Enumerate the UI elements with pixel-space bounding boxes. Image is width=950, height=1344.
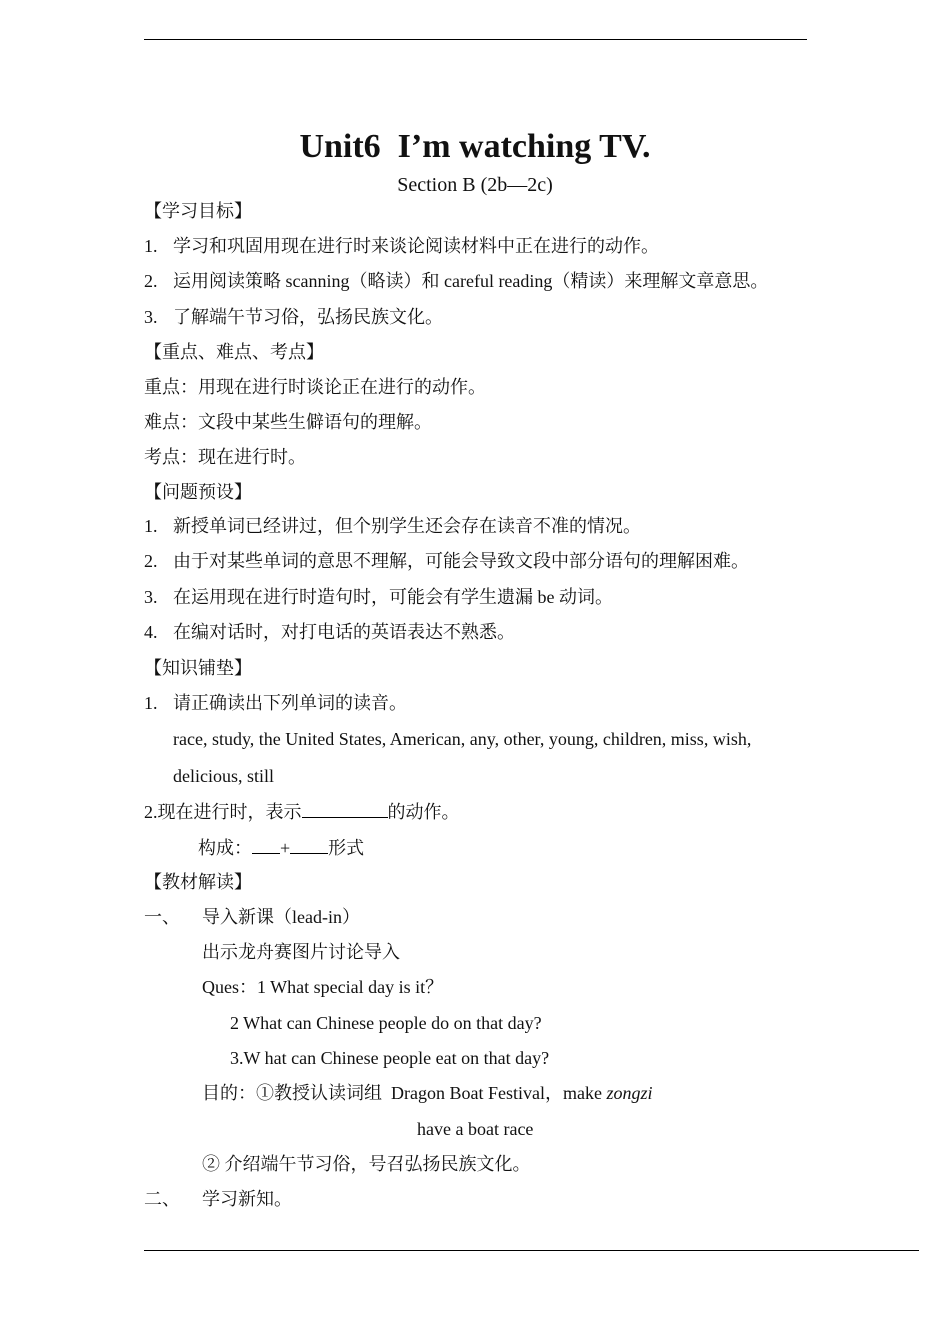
fill-blank[interactable] (252, 835, 280, 854)
problem-num: 3. (144, 587, 158, 607)
goal-text: 学习和巩固用现在进行时来谈论阅读材料中正在进行的动作。 (173, 236, 659, 256)
section-heading (144, 905, 360, 929)
purpose-line: ② 介绍端午节习俗，号召弘扬民族文化。 (202, 1154, 531, 1174)
section-num: 二、 (144, 1189, 180, 1209)
problem-num: 4. (144, 622, 158, 642)
textbook-heading: 【教材解读】 (144, 872, 252, 892)
word-list-line: delicious, still (173, 766, 274, 786)
plus-sign: + (280, 838, 291, 858)
goal-num: 2. (144, 271, 158, 291)
knowledge-item (144, 691, 407, 715)
fill-suffix: 的动作。 (387, 802, 460, 822)
problem-num: 2. (144, 551, 158, 571)
problem-text: 在运用现在进行时造句时，可能会有学生遗漏 be 动词。 (173, 587, 613, 607)
purpose-line (202, 1081, 652, 1105)
footer-rule (144, 1250, 919, 1251)
problem-item (144, 585, 613, 609)
section-title: 导入新课（lead-in） (202, 907, 360, 927)
problem-item (144, 549, 749, 573)
structure-label: 构成： (198, 838, 252, 858)
problems-heading: 【问题预设】 (144, 482, 252, 502)
problem-text: 新授单词已经讲过，但个别学生还会存在读音不准的情况。 (173, 516, 641, 536)
question-line (202, 975, 443, 999)
problem-text: 在编对话时，对打电话的英语表达不熟悉。 (173, 622, 515, 642)
keypoint-item: 考点：现在进行时。 (144, 447, 306, 467)
goal-text: 了解端午节习俗，弘扬民族文化。 (173, 307, 443, 327)
header-rule (144, 39, 807, 40)
keypoint-item: 难点：文段中某些生僻语句的理解。 (144, 412, 432, 432)
goals-heading: 【学习目标】 (144, 201, 252, 221)
fill-blank[interactable] (302, 799, 388, 818)
purpose-term: zongzi (606, 1083, 653, 1103)
knowledge-num: 1. (144, 693, 158, 713)
word-list-line: race, study, the United States, American, any, other, young, children, miss, wish, (173, 729, 752, 749)
structure-suffix: 形式 (328, 838, 365, 858)
section-intro: 出示龙舟赛图片讨论导入 (202, 942, 400, 962)
goal-item (144, 305, 443, 329)
keypoint-item: 重点：用现在进行时谈论正在进行的动作。 (144, 377, 486, 397)
page-subtitle: Section B (2b—2c) (397, 174, 553, 196)
knowledge-text: 请正确读出下列单词的读音。 (173, 693, 407, 713)
problem-text: 由于对某些单词的意思不理解，可能会导致文段中部分语句的理解困难。 (173, 551, 749, 571)
question-text: 3.W hat can Chinese people eat on that day? (230, 1048, 550, 1068)
problem-item (144, 514, 641, 538)
goal-num: 1. (144, 236, 158, 256)
structure-line (198, 835, 364, 860)
keypoints-heading: 【重点、难点、考点】 (144, 342, 324, 362)
goal-text: 运用阅读策略 scanning（略读）和 careful reading（精读）来理解文章意思。 (173, 271, 769, 291)
section-title: 学习新知。 (202, 1189, 292, 1209)
purpose-text: 目的：①教授认读词组 Dragon Boat Festival，make (202, 1083, 607, 1103)
problem-item (144, 620, 515, 644)
page-title: Unit6 I’m watching TV. (299, 128, 651, 165)
goal-num: 3. (144, 307, 158, 327)
goal-item (144, 234, 659, 258)
problem-num: 1. (144, 516, 158, 536)
question-text: 1 What special day is it？ (257, 977, 444, 997)
section-heading (144, 1187, 292, 1211)
knowledge-heading: 【知识铺垫】 (144, 658, 252, 678)
purpose-continuation: have a boat race (417, 1119, 534, 1139)
question-label: Ques： (202, 977, 257, 997)
fill-blank[interactable] (290, 835, 328, 854)
fill-prompt: 2.现在进行时，表示 (144, 802, 302, 822)
knowledge-item (144, 799, 460, 824)
question-text: 2 What can Chinese people do on that day? (230, 1013, 542, 1033)
goal-item (144, 269, 768, 293)
section-num: 一、 (144, 907, 180, 927)
